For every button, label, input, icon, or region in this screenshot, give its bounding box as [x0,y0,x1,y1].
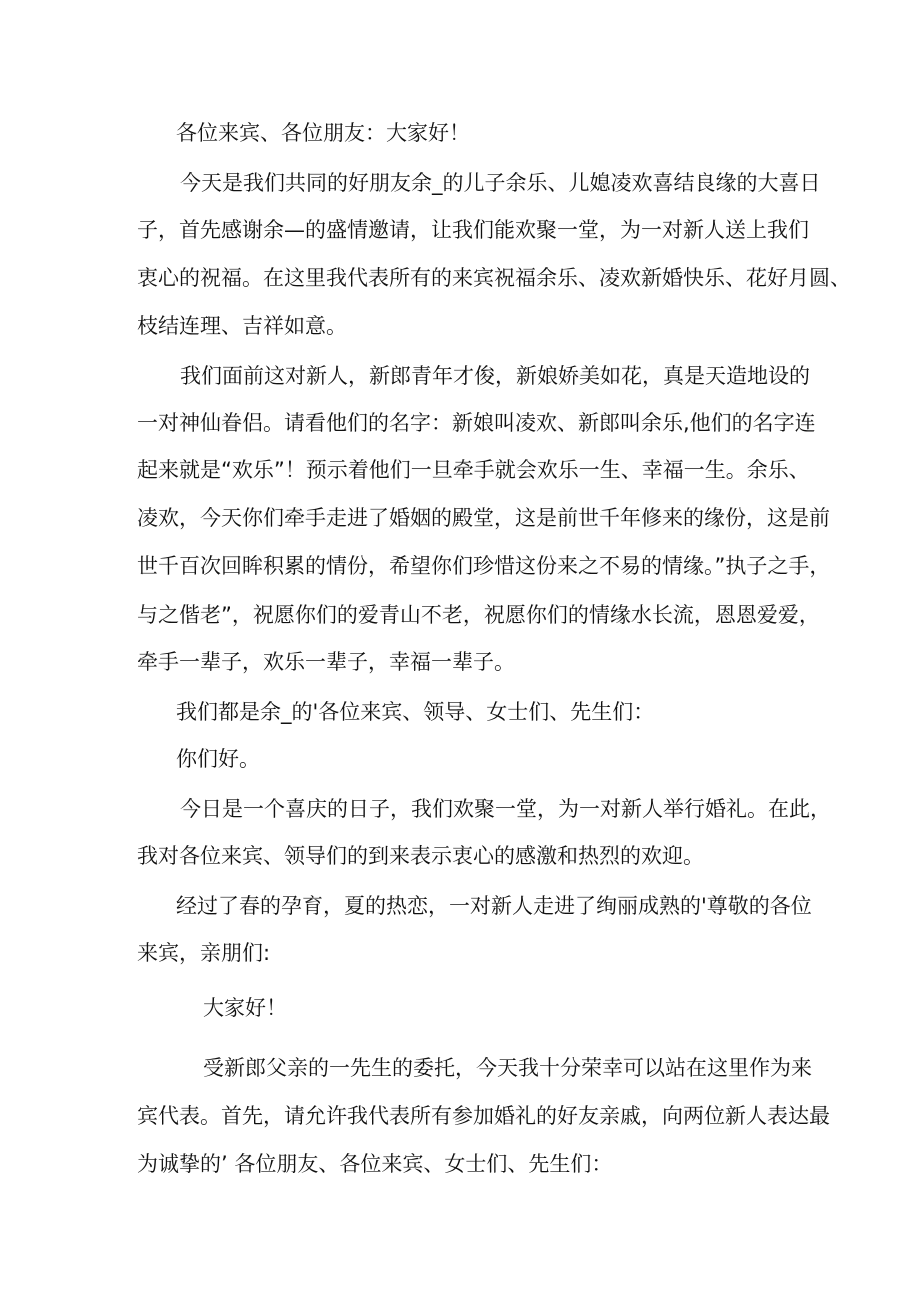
paragraph-8-line-1: 受新郎父亲的一先生的委托，今天我十分荣幸可以站在这里作为来 [203,1056,812,1080]
paragraph-4-line-1: 你们好。 [176,747,260,771]
paragraph-1-line-4: 枝结连理、吉祥如意。 [137,314,347,338]
paragraph-2-line-1: 我们面前这对新人，新郎青年才俊，新娘娇美如花，真是天造地设的 [180,364,810,388]
paragraph-8-line-3: 为诚挚的’ 各位朋友、各位来宾、女士们、先生们： [137,1152,613,1176]
paragraph-1-line-1: 今天是我们共同的好朋友余_的儿子余乐、儿媳凌欢喜结良缘的大喜日 [180,171,821,195]
paragraph-2-line-2: 一对神仙眷侣。请看他们的名字：新娘叫凌欢、新郎叫余乐,他们的名字连 [137,411,816,435]
paragraph-5-line-1: 今日是一个喜庆的日子，我们欢聚一堂，为一对新人举行婚礼。在此， [180,797,831,821]
paragraph-1-line-2: 子，首先感谢余—的盛情邀请，让我们能欢聚一堂，为一对新人送上我们 [137,218,809,242]
paragraph-6-line-1: 经过了春的孕育，夏的热恋，一对新人走进了绚丽成熟的'尊敬的各位 [176,894,812,918]
paragraph-3-line-1: 我们都是余_的'各位来宾、领导、女士们、先生们： [176,700,655,724]
paragraph-2-line-5: 世千百次回眸积累的情份，希望你们珍惜这份来之不易的情缘。”执子之手， [137,554,831,578]
paragraph-5-line-2: 我对各位来宾、领导们的到来表示衷心的感激和热烈的欢迎。 [137,844,704,868]
paragraph-2-line-7: 牵手一辈子，欢乐一辈子，幸福一辈子。 [137,650,515,674]
greeting-line: 各位来宾、各位朋友：大家好！ [176,121,470,145]
paragraph-2-line-4: 凌欢，今天你们牵手走进了婚姻的殿堂，这是前世千年修来的缘份，这是前 [137,506,830,530]
paragraph-7-line-1: 大家好！ [203,996,287,1020]
paragraph-8-line-2: 宾代表。首先，请允许我代表所有参加婚礼的好友亲戚，向两位新人表达最 [137,1104,830,1128]
paragraph-2-line-6: 与之偕老”，祝愿你们的爱青山不老，祝愿你们的情缘水长流，恩恩爱爱， [137,603,820,627]
paragraph-1-line-3: 衷心的祝福。在这里我代表所有的来宾祝福余乐、凌欢新婚快乐、花好月圆、 [137,266,851,290]
paragraph-2-line-3: 起来就是“欢乐”！预示着他们一旦牵手就会欢乐一生、幸福一生。余乐、 [137,458,810,482]
paragraph-6-line-2: 来宾，亲朋们: [137,941,271,965]
